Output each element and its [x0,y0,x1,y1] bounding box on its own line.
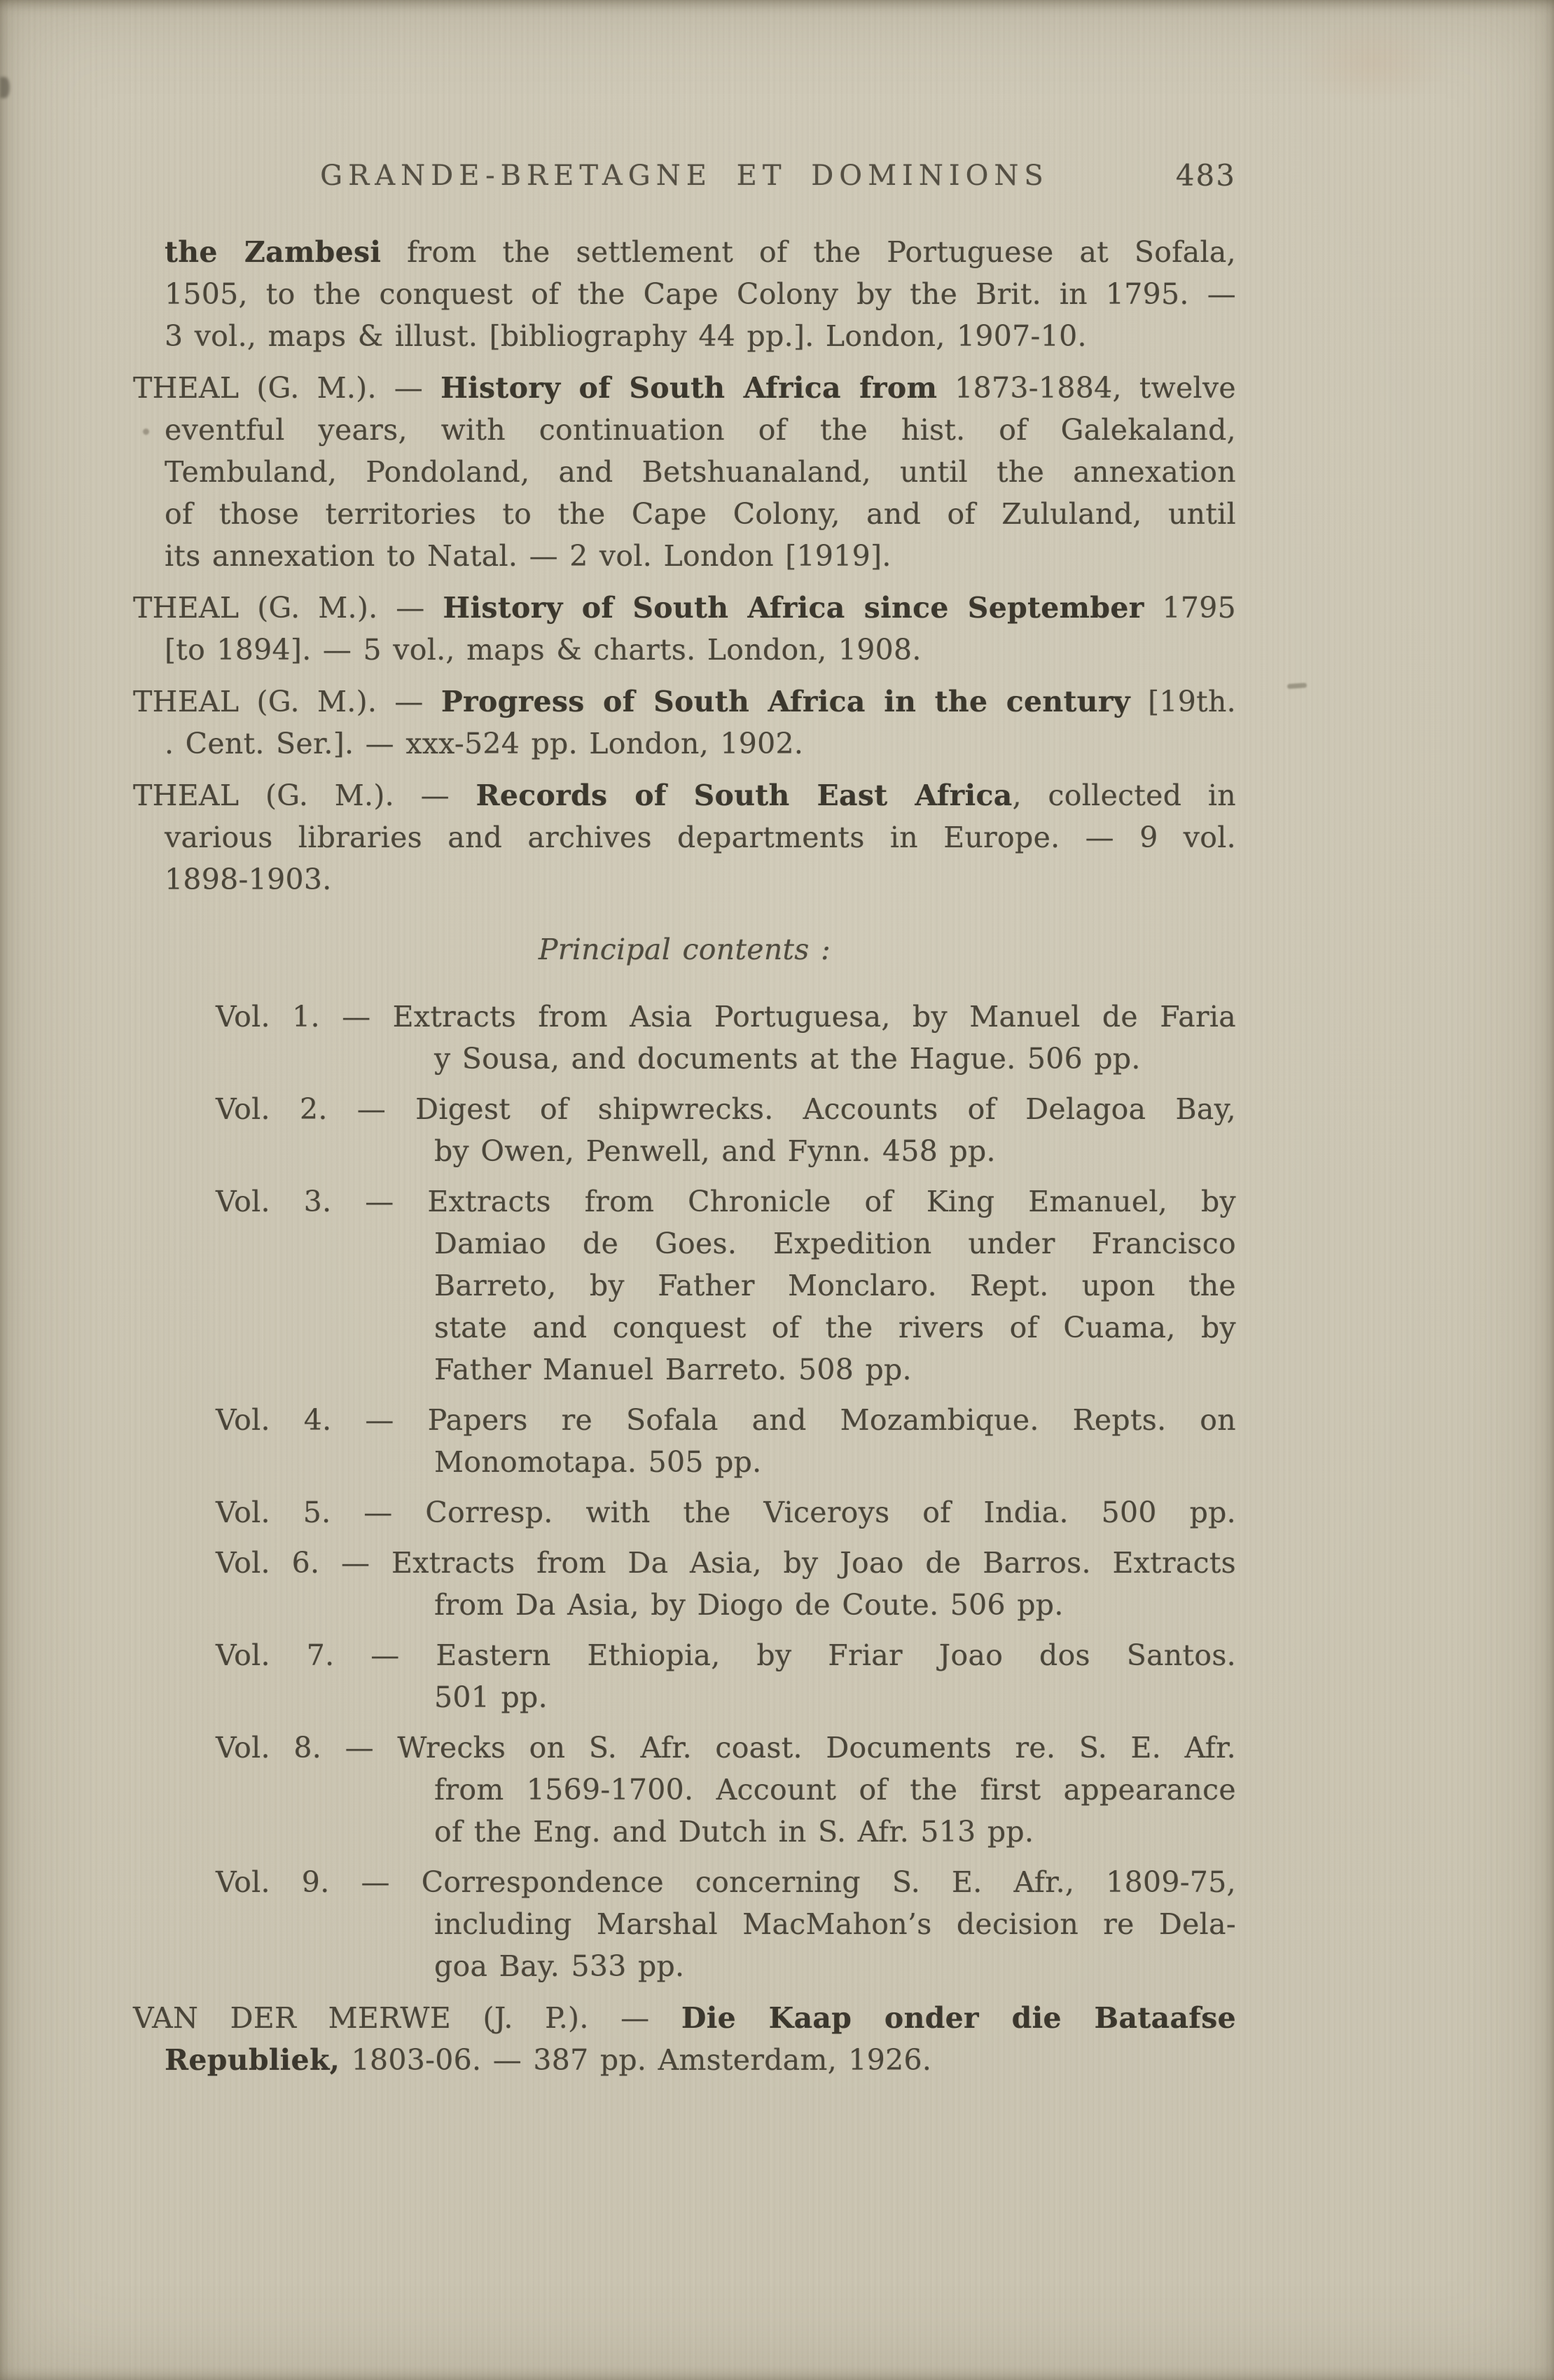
page-number: 483 [1175,158,1236,193]
text-line [133,774,1236,816]
entry-text: , collected in [1012,779,1237,812]
entry-van-der-merwe [133,1997,1236,2081]
entry-text: Vol. 7. — Eastern Ethiopia, by Friar Joao dos Santos. [216,1638,1236,1672]
entry-text: of those territories to the Cape Colony, and of Zululand, until [165,497,1236,531]
volume-5 [133,1491,1236,1533]
text-line [133,1903,1236,1945]
entry-text: Vol. 6. — Extracts from Da Asia, by Joao de Barros. Extracts [216,1546,1236,1580]
page-running-header [133,157,1236,195]
entry-text: 1898-1903. [165,863,332,896]
entry-text: THEAL (G. M.). — [133,591,443,625]
work-title-bold: Die Kaap onder die Bataafse [681,2001,1237,2035]
text-line [133,1811,1236,1853]
entry-text: . Cent. Ser.]. — xxx-524 pp. London, 1902. [165,727,804,760]
text-line [133,535,1236,577]
volume-8 [133,1727,1236,1853]
text-line [133,409,1236,451]
entry-theal-zambesi-continuation [133,231,1236,357]
text-line [133,1584,1236,1626]
text-line [133,1349,1236,1391]
entry-text: goa Bay. 533 pp. [434,1949,685,1983]
entry-text: Barreto, by Father Monclaro. Rept. upon the [434,1269,1236,1302]
text-line [133,367,1236,409]
work-title-bold: Progress of South Africa in the century [440,685,1130,718]
text-line [133,629,1236,671]
text-line [133,723,1236,765]
text-line [133,858,1236,900]
text-line [133,587,1236,629]
entry-text: Vol. 2. — Digest of shipwrecks. Accounts of Delagoa Bay, [216,1092,1236,1126]
entry-text: Vol. 5. — Corresp. with the Viceroys of India. 500 pp. [216,1496,1236,1529]
entry-text: eventful years, with continuation of the hist. of Galekaland, [165,413,1236,447]
work-title-bold: the Zambesi [165,235,382,269]
entry-text: [to 1894]. — 5 vol., maps & charts. London, 1908. [165,633,922,667]
text-line [133,681,1236,723]
work-title-bold: Republiek, [165,2043,340,2077]
entry-text: 501 pp. [434,1680,548,1714]
scan-speck [1287,683,1307,689]
text-line [133,1038,1236,1080]
volume-7 [133,1634,1236,1718]
text-line [133,451,1236,493]
entry-text: Vol. 1. — Extracts from Asia Portuguesa, by Manuel de Faria [216,1000,1236,1034]
entry-text: Vol. 4. — Papers re Sofala and Mozambique. Repts. on [216,1403,1236,1437]
entry-text: 3 vol., maps & illust. [bibliography 44 pp.]. London, 1907-10. [165,319,1087,353]
entry-theal-records [133,774,1236,900]
entry-text: including Marshal MacMahon’s decision re Dela- [434,1907,1236,1941]
text-line [133,1307,1236,1349]
text-line [133,2039,1236,2081]
work-title-bold: History of South Africa since September [443,591,1144,625]
entry-text: Damiao de Goes. Expedition under Francisco [434,1227,1236,1260]
text-line [133,1088,1236,1130]
entry-text: 1795 [1144,591,1236,625]
volume-6 [133,1542,1236,1626]
text-line [133,493,1236,535]
text-line [133,1542,1236,1584]
entry-text: Monomotapa. 505 pp. [434,1445,762,1479]
text-line [133,231,1236,273]
entry-text: of the Eng. and Dutch in S. Afr. 513 pp. [434,1815,1034,1849]
text-line [133,1223,1236,1265]
entry-text: from 1569-1700. Account of the first appearance [434,1773,1236,1807]
text-line [133,315,1236,357]
volume-3 [133,1181,1236,1391]
entry-text: Vol. 8. — Wrecks on S. Afr. coast. Documents re. S. E. Afr. [216,1731,1236,1765]
entry-theal-progress [133,681,1236,765]
entry-theal-history-1873-1884 [133,367,1236,577]
text-line [133,1181,1236,1223]
entry-text: Tembuland, Pondoland, and Betshuanaland, until the annexation [165,455,1236,489]
volume-9 [133,1861,1236,1987]
volume-4 [133,1399,1236,1483]
entry-text: various libraries and archives departments in Europe. — 9 vol. [165,821,1236,854]
entry-text: 1873-1884, twelve [937,371,1236,405]
text-line [133,1441,1236,1483]
text-line [133,1997,1236,2039]
text-line [133,1769,1236,1811]
text-line [133,1399,1236,1441]
entry-text: [19th. [1130,685,1236,718]
entry-text: its annexation to Natal. — 2 vol. London [1919]. [165,539,892,573]
text-line [133,1861,1236,1903]
text-line [133,1676,1236,1718]
entry-text: 1803-06. — 387 pp. Amsterdam, 1926. [340,2043,932,2077]
scan-stain [1296,21,1450,105]
entry-text: THEAL (G. M.). — [133,685,441,718]
entry-text: y Sousa, and documents at the Hague. 506 pp. [434,1042,1141,1076]
volume-1 [133,996,1236,1080]
entry-text: state and conquest of the rivers of Cuama, by [434,1311,1236,1344]
entry-text: by Owen, Penwell, and Fynn. 458 pp. [434,1134,996,1168]
running-title: GRANDE-BRETAGNE ET DOMINIONS [320,160,1049,192]
entry-text: THEAL (G. M.). — [133,371,441,405]
text-line [133,816,1236,858]
text-line [133,1265,1236,1307]
text-line [133,1130,1236,1172]
text-line [133,1634,1236,1676]
text-line [133,1945,1236,1987]
entry-text: Vol. 9. — Correspondence concerning S. E. Afr., 1809-75, [216,1865,1236,1899]
bibliography-text [133,231,1236,2081]
text-line [133,1727,1236,1769]
entry-text: from the settlement of the Portuguese at Sofala, [381,235,1236,269]
volume-2 [133,1088,1236,1172]
text-line [133,1491,1236,1533]
text-line [133,273,1236,315]
entry-text: Vol. 3. — Extracts from Chronicle of King Emanuel, by [216,1185,1236,1218]
entry-text: from Da Asia, by Diogo de Coute. 506 pp. [434,1588,1064,1622]
entry-text: Father Manuel Barreto. 508 pp. [434,1353,912,1386]
scan-speck [0,77,10,98]
entry-text: 1505, to the conquest of the Cape Colony by the Brit. in 1795. — [165,277,1236,311]
entry-text: VAN DER MERWE (J. P.). — [133,2001,681,2035]
entry-text: THEAL (G. M.). — [133,779,476,812]
principal-contents-heading: Principal contents : [538,933,831,966]
work-title-bold: History of South Africa from [440,371,938,405]
work-title-bold: Records of South East Africa [476,779,1013,812]
text-line [133,996,1236,1038]
entry-theal-history-since-1795 [133,587,1236,671]
